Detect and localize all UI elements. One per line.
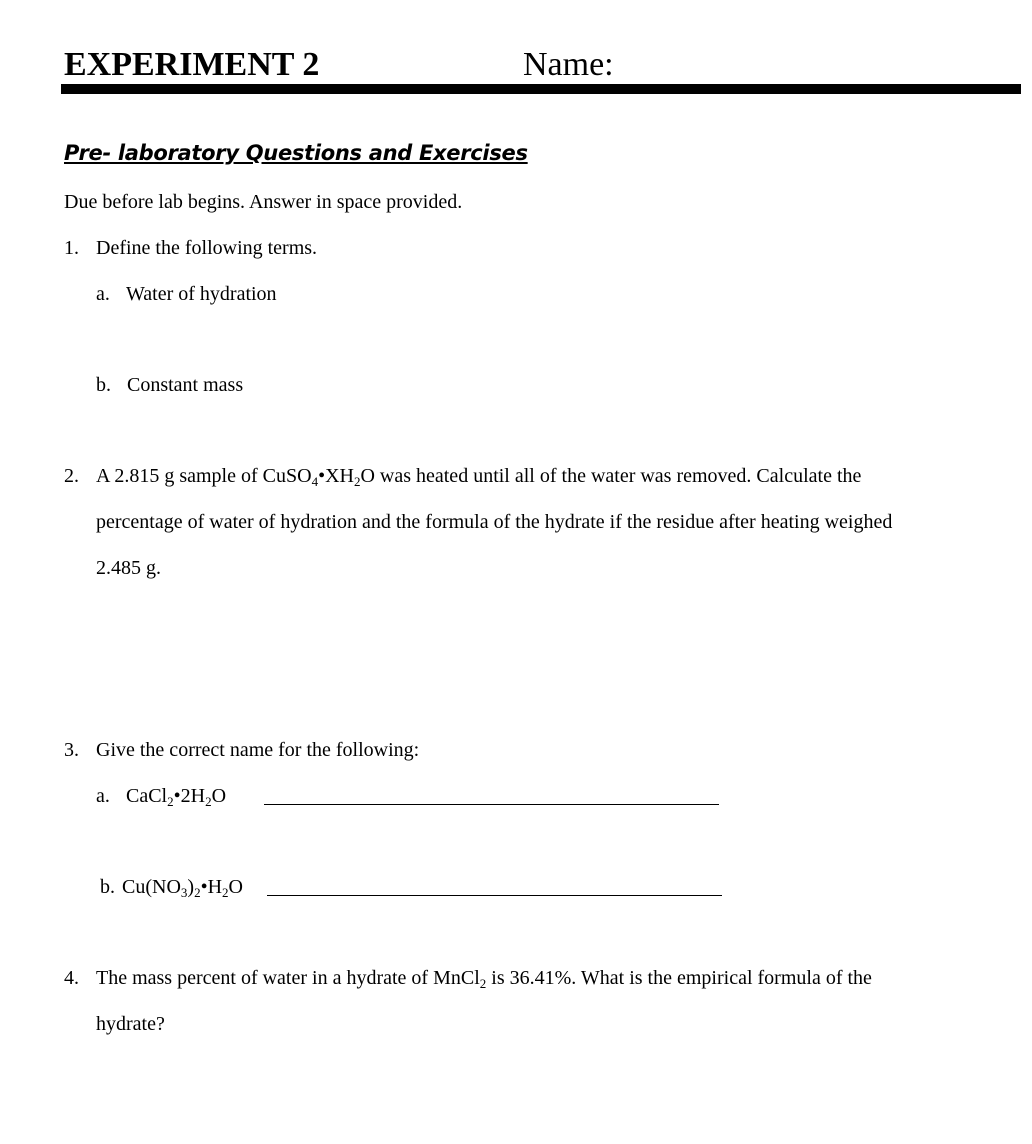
q2-number: 2. (64, 465, 79, 487)
q3b-formula: $Cu(NO_3)_2•H_2O$ (122, 876, 243, 900)
q1-number: 1. (64, 237, 79, 259)
q3a-formula: $CaCl_2•2H_2O$ (126, 785, 227, 809)
q3a-answer-line[interactable] (264, 786, 719, 810)
q1b-text: Constant mass (127, 374, 244, 396)
q2-line1: A 2.815 g sample of $CuSO_4•XH_2O$ was heated until all of the water was removed. Calculate the (96, 465, 862, 489)
instructions-text: Due before lab begins. Answer in space provided. (64, 191, 463, 213)
page-title: EXPERIMENT 2 (64, 46, 320, 83)
section-heading: Pre- laboratory Questions and Exercises (64, 141, 528, 165)
q4-line1: The mass percent of water in a hydrate of MnCl$_2$ is 36.41%. What is the empirical formula of the (96, 967, 872, 991)
name-label: Name: (523, 46, 614, 83)
q3a-label: a. (96, 785, 110, 807)
q1a-label: a. (96, 283, 110, 305)
q4-line2: hydrate? (96, 1013, 165, 1035)
q3-number: 3. (64, 739, 79, 761)
q1b-label: b. (96, 374, 111, 396)
q1a-text: Water of hydration (126, 283, 277, 305)
header-rule (61, 84, 1021, 94)
q2-line2: percentage of water of hydration and the formula of the hydrate if the residue after heating weighed (96, 511, 893, 533)
q1-text: Define the following terms. (96, 237, 318, 259)
q3b-answer-line[interactable] (267, 877, 722, 901)
q2-line3: 2.485 g. (96, 557, 161, 579)
q4-number: 4. (64, 967, 79, 989)
q3b-label: b. (100, 876, 115, 898)
q3-text: Give the correct name for the following: (96, 739, 420, 761)
